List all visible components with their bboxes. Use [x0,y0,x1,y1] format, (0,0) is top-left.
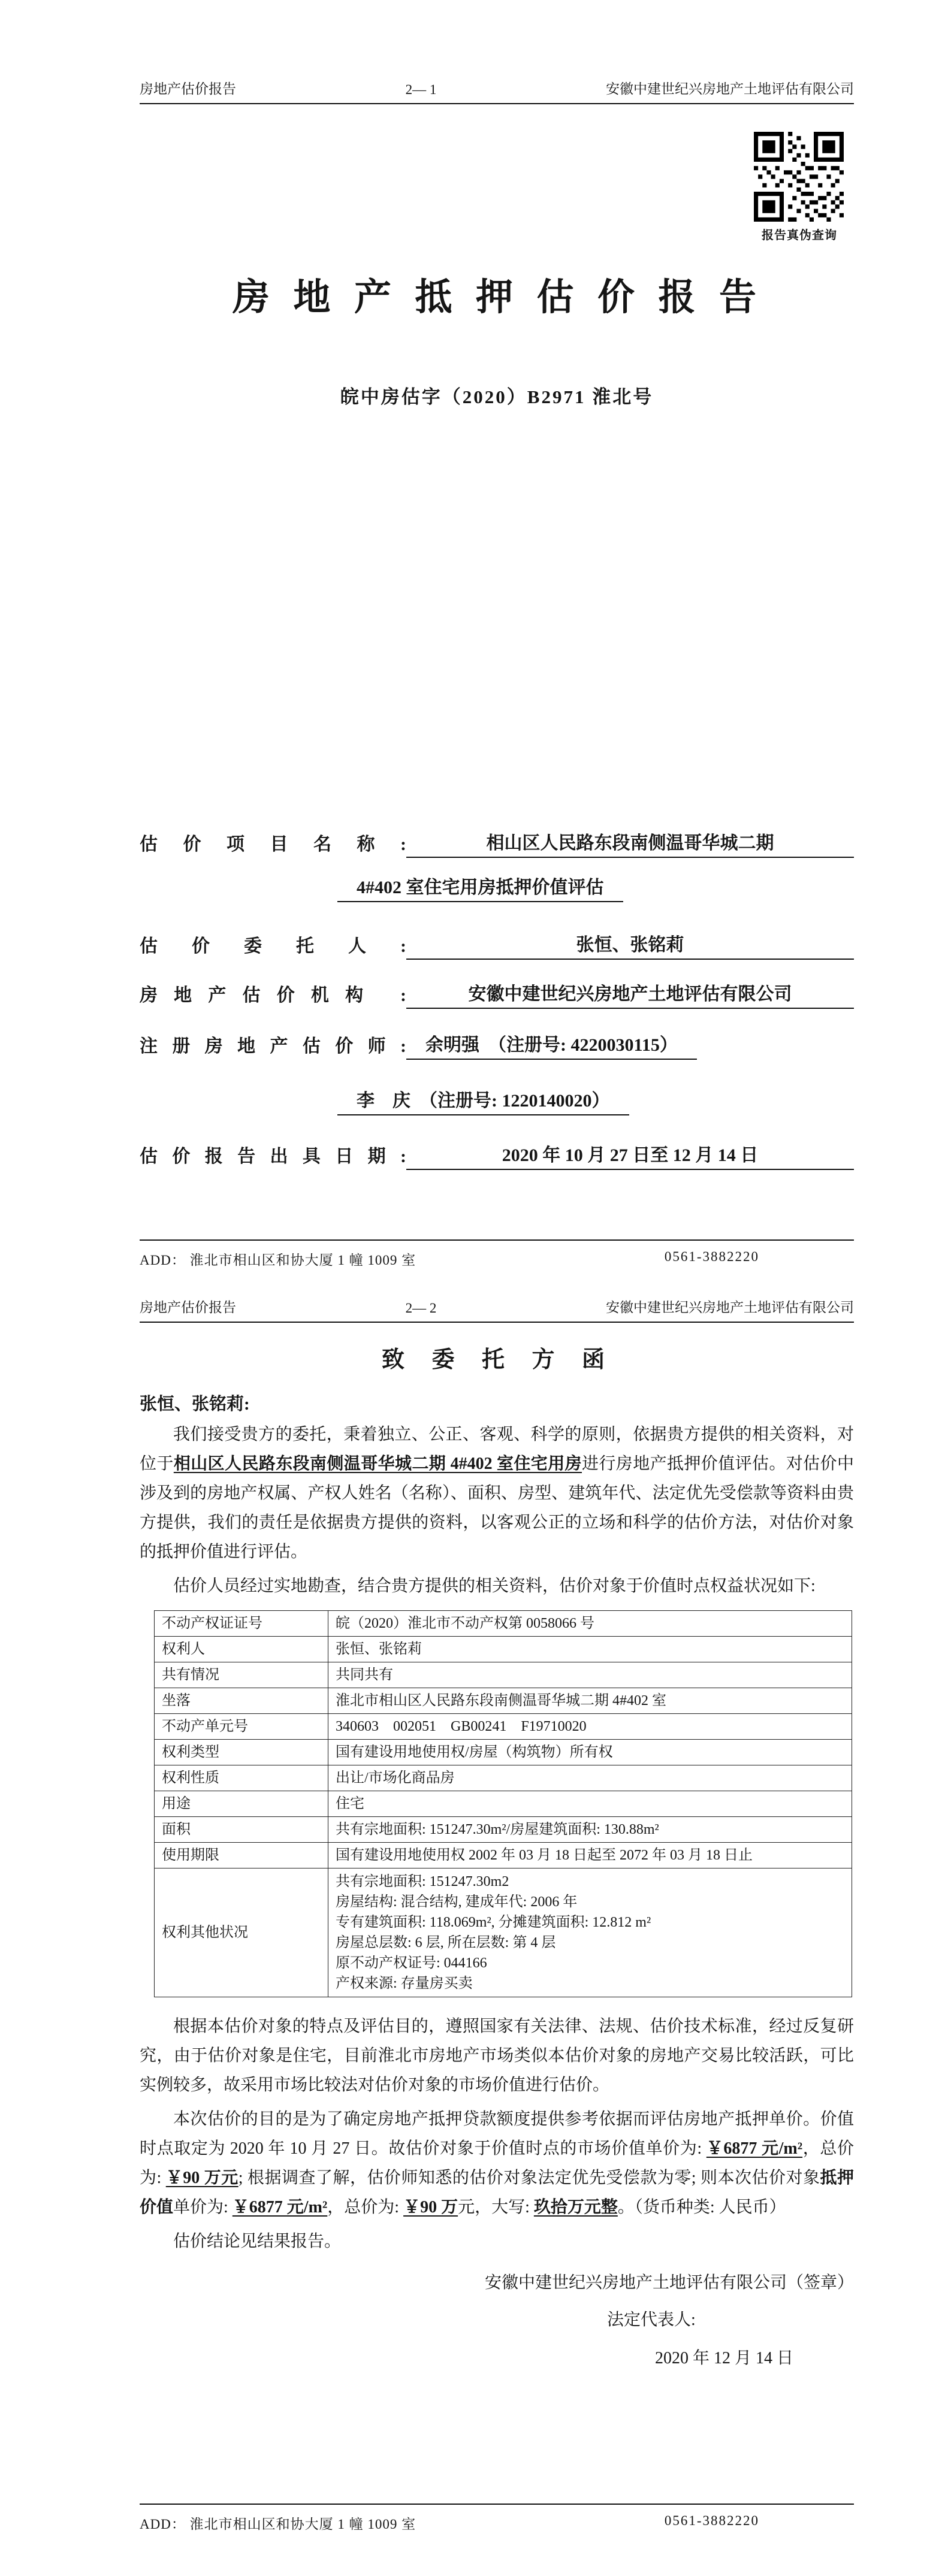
field-report-date-value: 2020 年 10 月 27 日至 12 月 14 日 [406,1140,854,1170]
qr-code-icon [754,132,844,222]
para4-text: 。（货币种类: 人民币） [617,2198,786,2217]
right-type-label: 权利类型 [155,1740,328,1765]
unit-no-label: 不动产单元号 [155,1714,328,1740]
page-2-running-header [140,1296,854,1323]
para1-text: 我们接受贵方的委托，秉着独立、公正、客观、科学的原则，依据贵方提供的相关资料，对位于 [140,1425,854,1473]
area-label: 面积 [155,1817,328,1843]
cover-fields [140,828,854,1170]
para4-text: 单价为: [173,2198,233,2217]
table-row [155,1611,852,1637]
field-report-date [140,1140,854,1170]
right-nature-value: 出让/市场化商品房 [328,1765,852,1791]
table-row [155,1740,852,1765]
other-status-value [328,1868,852,1997]
other-status-line: 共有宗地面积: 151247.30m2 [336,1874,509,1889]
table-row [155,1817,852,1843]
field-project-name-line2 [337,872,854,902]
field-report-date-label: 估价报告出具日期: [140,1147,406,1166]
table-row [155,1714,852,1740]
field-client [140,930,854,960]
field-project-name-value-line1: 相山区人民路东段南侧温哥华城二期 [406,828,854,858]
cert-no-value: 皖（2020）淮北市不动产权第 0058066 号 [328,1611,852,1637]
page-1-content [140,78,854,1170]
letter-paragraph-1 [140,1420,854,1567]
table-row [155,1688,852,1714]
header-report-type: 房地产估价报告 [140,81,236,96]
para4-unit-price-2: ￥6877 元/m² [232,2198,328,2217]
para4-total-price-2: ￥90 万 [403,2198,458,2217]
field-project-name [140,828,854,858]
para4-text: ; 根据调查了解，估价师知悉的估价对象法定优先受偿款为零; 则本次估价对象 [238,2169,820,2187]
letter-title: 致 委 托 方 函 [381,1347,612,1372]
footer-address: ADD： 淮北市相山区和协大厦 1 幢 1009 室 [140,1253,416,1268]
table-row [155,1662,852,1688]
footer-phone: 0561-3882220 [664,2513,759,2528]
letter-closing [140,2269,854,2372]
right-type-value: 国有建设用地使用权/房屋（构筑物）所有权 [328,1740,852,1765]
page-1-running-header [140,78,854,104]
footer-phone: 0561-3882220 [664,1249,759,1264]
field-agency-value: 安徽中建世纪兴房地产土地评估有限公司 [406,979,854,1009]
header-company-name: 安徽中建世纪兴房地产土地评估有限公司 [606,81,854,96]
page-2-running-footer [140,2504,854,2533]
qr-caption: 报告真伪查询 [762,229,837,242]
other-status-line: 房屋总层数: 6 层, 所在层数: 第 4 层 [336,1935,556,1951]
field-agency-label: 房地产估价机构 : [140,985,406,1005]
letter-paragraph-3: 根据本估价对象的特点及评估目的，遵照国家有关法律、法规、估价技术标准，经过反复研究，由于估价对象是住宅，目前淮北市房地产市场类似本估价对象的房地产交易比较活跃，可比实例较多，故采用市场比较法对估价对象的市场价值进行估价。 [140,2017,854,2094]
owner-value: 张恒、张铭莉 [328,1637,852,1662]
header-page-number: 2— 1 [405,82,437,97]
term-label: 使用期限 [155,1843,328,1868]
closing-company-signature: 安徽中建世纪兴房地产土地评估有限公司（签章） [484,2273,854,2292]
para1-text-cont: 进行房地产抵押价值评估。对估价中涉及到的房地产权属、产权人姓名（名称）、面积、房型、建筑年代、法定优先受偿款等资料由贵方提供，我们的责任是依据贵方提供的资料，以客观公正的立场和科学的估价方法，对估价对象的抵押价值进行评估。 [140,1455,854,1561]
term-value: 国有建设用地使用权 2002 年 03 月 18 日起至 2072 年 03 月 18 日止 [328,1843,852,1868]
closing-legal-representative: 法定代表人: [607,2311,696,2329]
other-status-line: 专有建筑面积: 118.069m², 分摊建筑面积: 12.812 m² [336,1915,651,1930]
field-client-value: 张恒、张铭莉 [406,930,854,960]
para4-text: ，总价为: [140,2139,854,2187]
location-label: 坐落 [155,1688,328,1714]
other-status-line: 原不动产权证号: 044166 [336,1955,487,1971]
page-2-letter [0,1282,951,2576]
para1-property-highlight: 相山区人民路东段南侧温哥华城二期 4#402 室住宅用房 [173,1455,582,1473]
header-page-number: 2— 2 [405,1301,437,1316]
para4-unit-price-1: ￥6877 元/m² [706,2139,803,2158]
letter-salutation: 张恒、张铭莉: [140,1395,250,1414]
property-certificate-table [154,1610,852,1997]
unit-no-value: 340603 002051 GB00241 F19710020 [328,1714,852,1740]
location-value: 淮北市相山区人民路东段南侧温哥华城二期 4#402 室 [328,1688,852,1714]
para4-amount-in-words: 玖拾万元整 [533,2198,618,2217]
letter-paragraph-2: 估价人员经过实地勘查，结合贵方提供的相关资料，估价对象于价值时点权益状况如下: [173,1577,816,1595]
field-agency [140,979,854,1009]
page-2-content [140,1296,854,2372]
owner-label: 权利人 [155,1637,328,1662]
field-appraiser-1-value: 余明强 （注册号: 4220030115） [406,1030,697,1060]
co-ownership-value: 共同共有 [328,1662,852,1688]
table-row [155,1765,852,1791]
table-row [155,1637,852,1662]
co-ownership-label: 共有情况 [155,1662,328,1688]
field-appraiser-2 [337,1086,854,1115]
usage-value: 住宅 [328,1791,852,1817]
field-client-label: 估 价 委 托 人 : [140,936,406,956]
other-status-line: 房屋结构: 混合结构, 建成年代: 2006 年 [336,1894,578,1910]
other-status-line: 产权来源: 存量房买卖 [336,1976,473,1991]
header-company-name: 安徽中建世纪兴房地产土地评估有限公司 [606,1300,854,1315]
letter-paragraph-5: 估价结论见结果报告。 [173,2232,342,2251]
page-1-running-footer [140,1239,854,1269]
usage-label: 用途 [155,1791,328,1817]
para4-text: 元，大写: [458,2198,534,2217]
para4-mortgage-value-term: 抵押价值 [140,2169,854,2217]
table-row [155,1791,852,1817]
cert-no-label: 不动产权证证号 [155,1611,328,1637]
closing-date: 2020 年 12 月 14 日 [655,2349,794,2368]
field-appraiser-1 [140,1030,854,1060]
table-row [155,1868,852,1997]
right-nature-label: 权利性质 [155,1765,328,1791]
report-document-number: 皖中房估字（2020）B2971 淮北号 [340,386,654,407]
header-report-type: 房地产估价报告 [140,1300,236,1315]
field-appraiser-label: 注册房地产估价师: [140,1036,406,1056]
report-verification-qr [754,132,845,243]
para4-text: ，总价为: [327,2198,404,2217]
field-project-name-label: 估 价 项 目 名 称 : [140,835,406,854]
field-project-name-value-line2: 4#402 室住宅用房抵押价值评估 [337,872,623,902]
letter-paragraph-4 [140,2105,854,2222]
page-1-cover [0,0,951,1282]
other-status-label: 权利其他状况 [155,1868,328,1997]
footer-address: ADD： 淮北市相山区和协大厦 1 幢 1009 室 [140,2517,416,2532]
para4-total-price-1: ￥90 万元 [165,2169,238,2187]
report-title: 房 地 产 抵 押 估 价 报 告 [232,277,761,318]
table-row [155,1843,852,1868]
field-appraiser-2-value: 李 庆 （注册号: 1220140020） [337,1086,629,1115]
para4-text: 本次估价的目的是为了确定房地产抵押贷款额度提供参考依据而评估房地产抵押单价。价值时点取定为 2020 年 10 月 27 日。故估价对象于价值时点的市场价值单价为: [140,2110,854,2158]
area-value: 共有宗地面积: 151247.30m²/房屋建筑面积: 130.88m² [328,1817,852,1843]
